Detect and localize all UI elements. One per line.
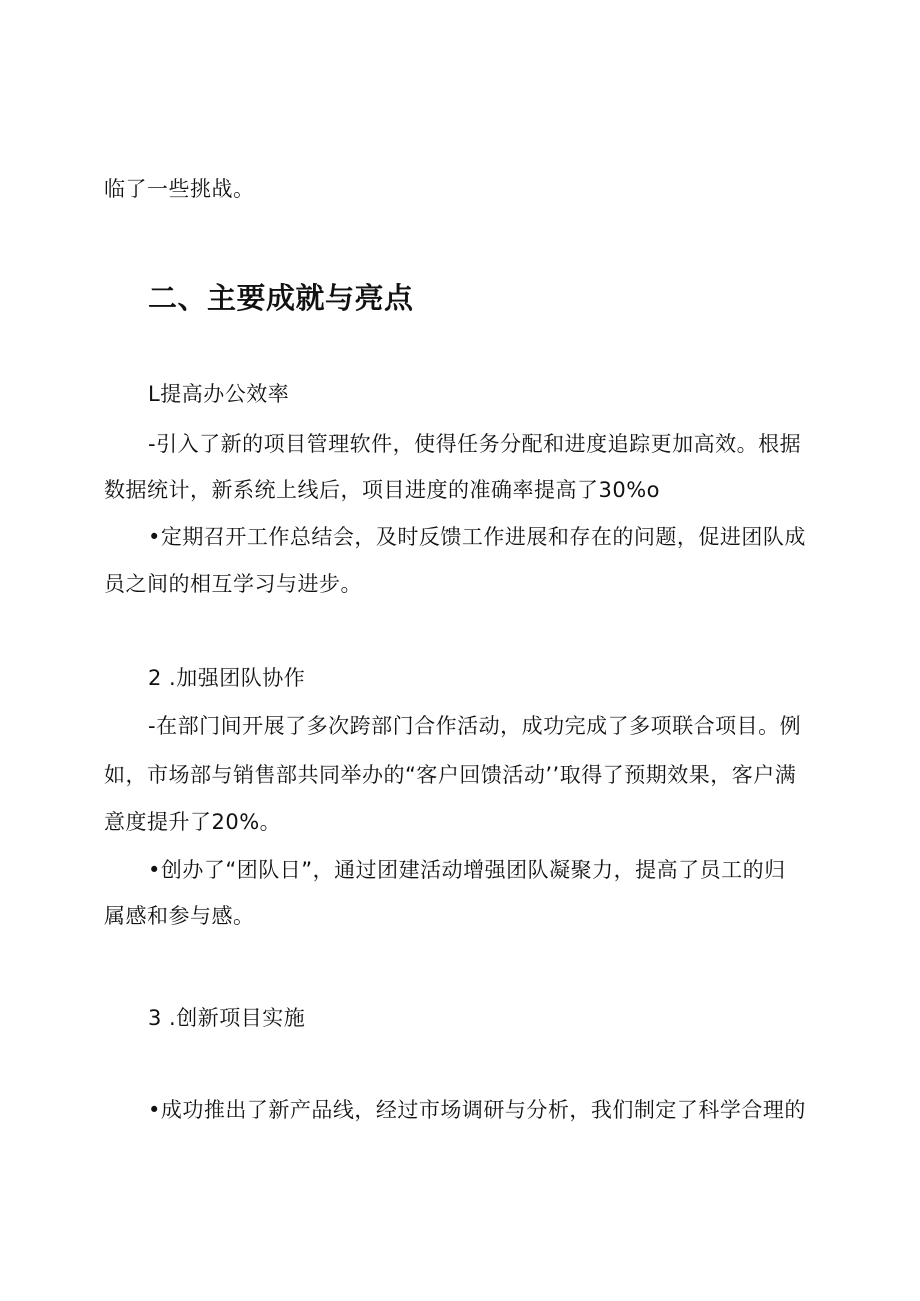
item-1-para-2-line-2: 员之间的相互学习与进步。 bbox=[104, 572, 362, 596]
item-1-para-2-line-1: •定期召开工作总结会，及时反馈工作进展和存在的问题，促进团队成 bbox=[148, 525, 806, 549]
item-3-para-1-line-1: •成功推出了新产品线，经过市场调研与分析，我们制定了科学合理的 bbox=[148, 1098, 806, 1122]
item-2-para-2-line-1: •创办了“团队日”，通过团建活动增强团队凝聚力，提高了员工的归 bbox=[148, 858, 786, 882]
item-2-para-1-line-2: 如，市场部与销售部共同举办的“客户回馈活动’’取得了预期效果，客户满 bbox=[104, 763, 797, 787]
item-2-title: 2 .加强团队协作 bbox=[148, 666, 306, 690]
item-1-para-1-line-1: -引入了新的项目管理软件，使得任务分配和进度追踪更加高效。根据 bbox=[148, 432, 802, 456]
item-2-para-1-line-1: -在部门间开展了多次跨部门合作活动，成功完成了多项联合项目。例 bbox=[148, 714, 802, 738]
continuation-text: 临了一些挑战。 bbox=[104, 177, 255, 201]
item-1-title: L提高办公效率 bbox=[148, 382, 290, 406]
item-3-title: 3 .创新项目实施 bbox=[148, 1006, 306, 1030]
item-1-para-1-line-2: 数据统计，新系统上线后，项目进度的准确率提高了30%o bbox=[104, 478, 661, 502]
item-2-para-1-line-3: 意度提升了20%。 bbox=[104, 810, 282, 834]
item-2-para-2-line-2: 属感和参与感。 bbox=[104, 904, 255, 928]
section-title: 二、主要成就与亮点 bbox=[148, 281, 414, 315]
